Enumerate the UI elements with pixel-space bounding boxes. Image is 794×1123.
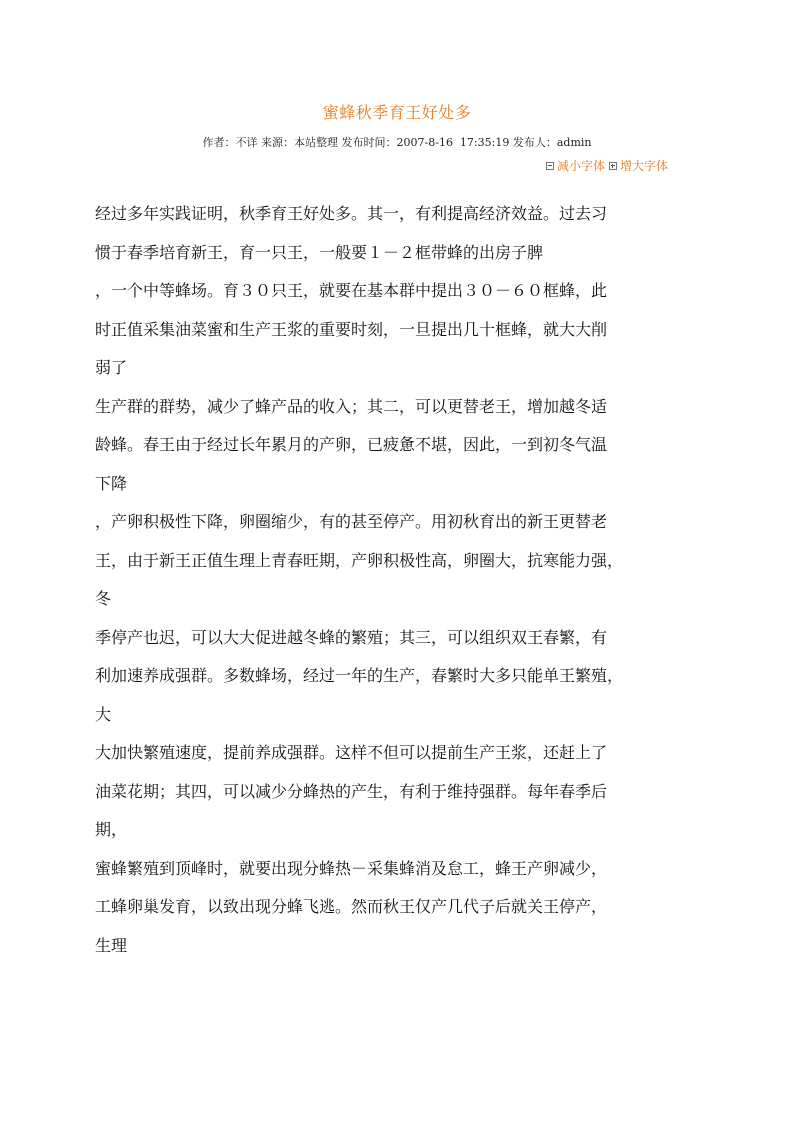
body-line: 惯于春季培育新王，育一只王，一般要１－２框带蜂的出房子脾 (95, 242, 544, 262)
article-meta (0, 134, 794, 150)
body-line: 蜜蜂繁殖到顶峰时，就要出现分蜂热－采集蜂消及怠工，蜂王产卵减少， (95, 858, 608, 878)
body-line: 季停产也迟，可以大大促进越冬蜂的繁殖；其三，可以组织双王春繁，有 (95, 627, 608, 647)
body-line: 时正值采集油菜蜜和生产王浆的重要时刻，一旦提出几十框蜂，就大大削 (95, 319, 608, 339)
body-line: 下降 (95, 473, 128, 493)
body-line: 期， (95, 820, 128, 839)
source-value: 本站整理 (294, 136, 339, 149)
published-value: 2007-8-16 17:35:19 (396, 136, 510, 149)
body-line: 龄蜂。春王由于经过长年累月的产卵，已疲惫不堪，因此，一到初冬气温 (95, 435, 608, 454)
publisher-value: admin (556, 136, 592, 149)
article-body (95, 195, 685, 965)
body-line: 生理 (95, 935, 128, 955)
body-line: 王，由于新王正值生理上青春旺期，产卵积极性高，卵圈大，抗寒能力强， (95, 550, 624, 570)
published-label: 发布时间： (341, 136, 397, 149)
body-line: 工蜂卵巢发育，以致出现分蜂飞逃。然而秋王仅产几代子后就关王停产， (95, 897, 608, 916)
body-line: 经过多年实践证明，秋季育王好处多。其一，有利提高经济效益。过去习 (95, 204, 608, 223)
body-line: 冬 (95, 589, 112, 608)
body-line: 油菜花期；其四，可以减少分蜂热的产生，有利于维持强群。每年春季后 (95, 781, 608, 801)
decrease-font-button[interactable] (546, 157, 605, 174)
increase-font-label: 增大字体 (619, 159, 668, 173)
decrease-font-label: 减小字体 (556, 159, 605, 173)
body-line: 利加速养成强群。多数蜂场，经过一年的生产，春繁时大多只能单王繁殖， (95, 666, 624, 685)
body-line: 大 (95, 704, 112, 724)
author-value: 不详 (235, 136, 258, 149)
body-line: ，产卵积极性下降，卵圈缩少，有的甚至停产。用初秋育出的新王更替老 (95, 512, 608, 531)
body-line: 生产群的群势，减少了蜂产品的收入；其二，可以更替老王，增加越冬适 (95, 396, 608, 416)
body-line: 大加快繁殖速度，提前养成强群。这样不但可以提前生产王浆，还赶上了 (95, 743, 608, 762)
body-line: 弱了 (95, 358, 128, 377)
plus-box-icon (609, 162, 617, 170)
publisher-label: 发布人： (512, 136, 557, 149)
minus-box-icon (546, 162, 554, 170)
article-title: 蜜蜂秋季育王好处多 (322, 103, 472, 122)
font-size-controls (546, 157, 668, 174)
source-label: 来源： (261, 136, 295, 149)
body-line: ，一个中等蜂场。育３０只王，就要在基本群中提出３０－６０框蜂，此 (95, 281, 608, 300)
author-label: 作者： (202, 136, 236, 149)
increase-font-button[interactable] (609, 157, 668, 174)
